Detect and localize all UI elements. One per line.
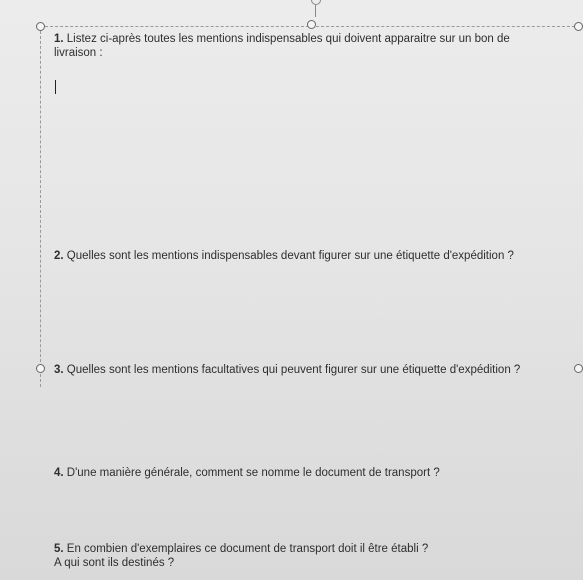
- resize-handle-top-right[interactable]: [574, 22, 583, 31]
- text-cursor: [55, 80, 56, 94]
- question-number: 5.: [54, 543, 64, 555]
- resize-handle-top-center[interactable]: [307, 20, 316, 29]
- question-number: 3.: [54, 364, 64, 376]
- resize-handle-top-left[interactable]: [36, 22, 45, 31]
- rotate-handle[interactable]: [311, 0, 321, 5]
- question-5[interactable]: [54, 542, 544, 570]
- question-4[interactable]: [54, 466, 544, 480]
- question-number: 4.: [54, 467, 64, 479]
- resize-handle-middle-right[interactable]: [574, 364, 583, 373]
- question-3[interactable]: [54, 363, 544, 377]
- text-box-selection[interactable]: [40, 26, 575, 387]
- question-text: Quelles sont les mentions facultatives qui peuvent figurer sur une étiquette d'expédition ?: [63, 364, 521, 376]
- question-text: D'une manière générale, comment se nomme le document de transport ?: [63, 467, 440, 479]
- question-number: 1.: [54, 33, 64, 45]
- question-number: 2.: [54, 250, 64, 262]
- resize-handle-middle-left[interactable]: [36, 364, 45, 373]
- question-text: En combien d'exemplaires ce document de transport doit il être établi ?: [63, 543, 429, 555]
- rotate-handle-stem: [315, 5, 316, 17]
- question-2[interactable]: [54, 249, 544, 263]
- question-1[interactable]: [54, 32, 544, 60]
- question-text-line2: A qui sont ils destinés ?: [54, 557, 175, 569]
- question-text: Listez ci-après toutes les mentions indispensables qui doivent apparaitre sur un bon de livraison :: [54, 33, 510, 59]
- question-text: Quelles sont les mentions indispensables devant figurer sur une étiquette d'expédition ?: [63, 250, 514, 262]
